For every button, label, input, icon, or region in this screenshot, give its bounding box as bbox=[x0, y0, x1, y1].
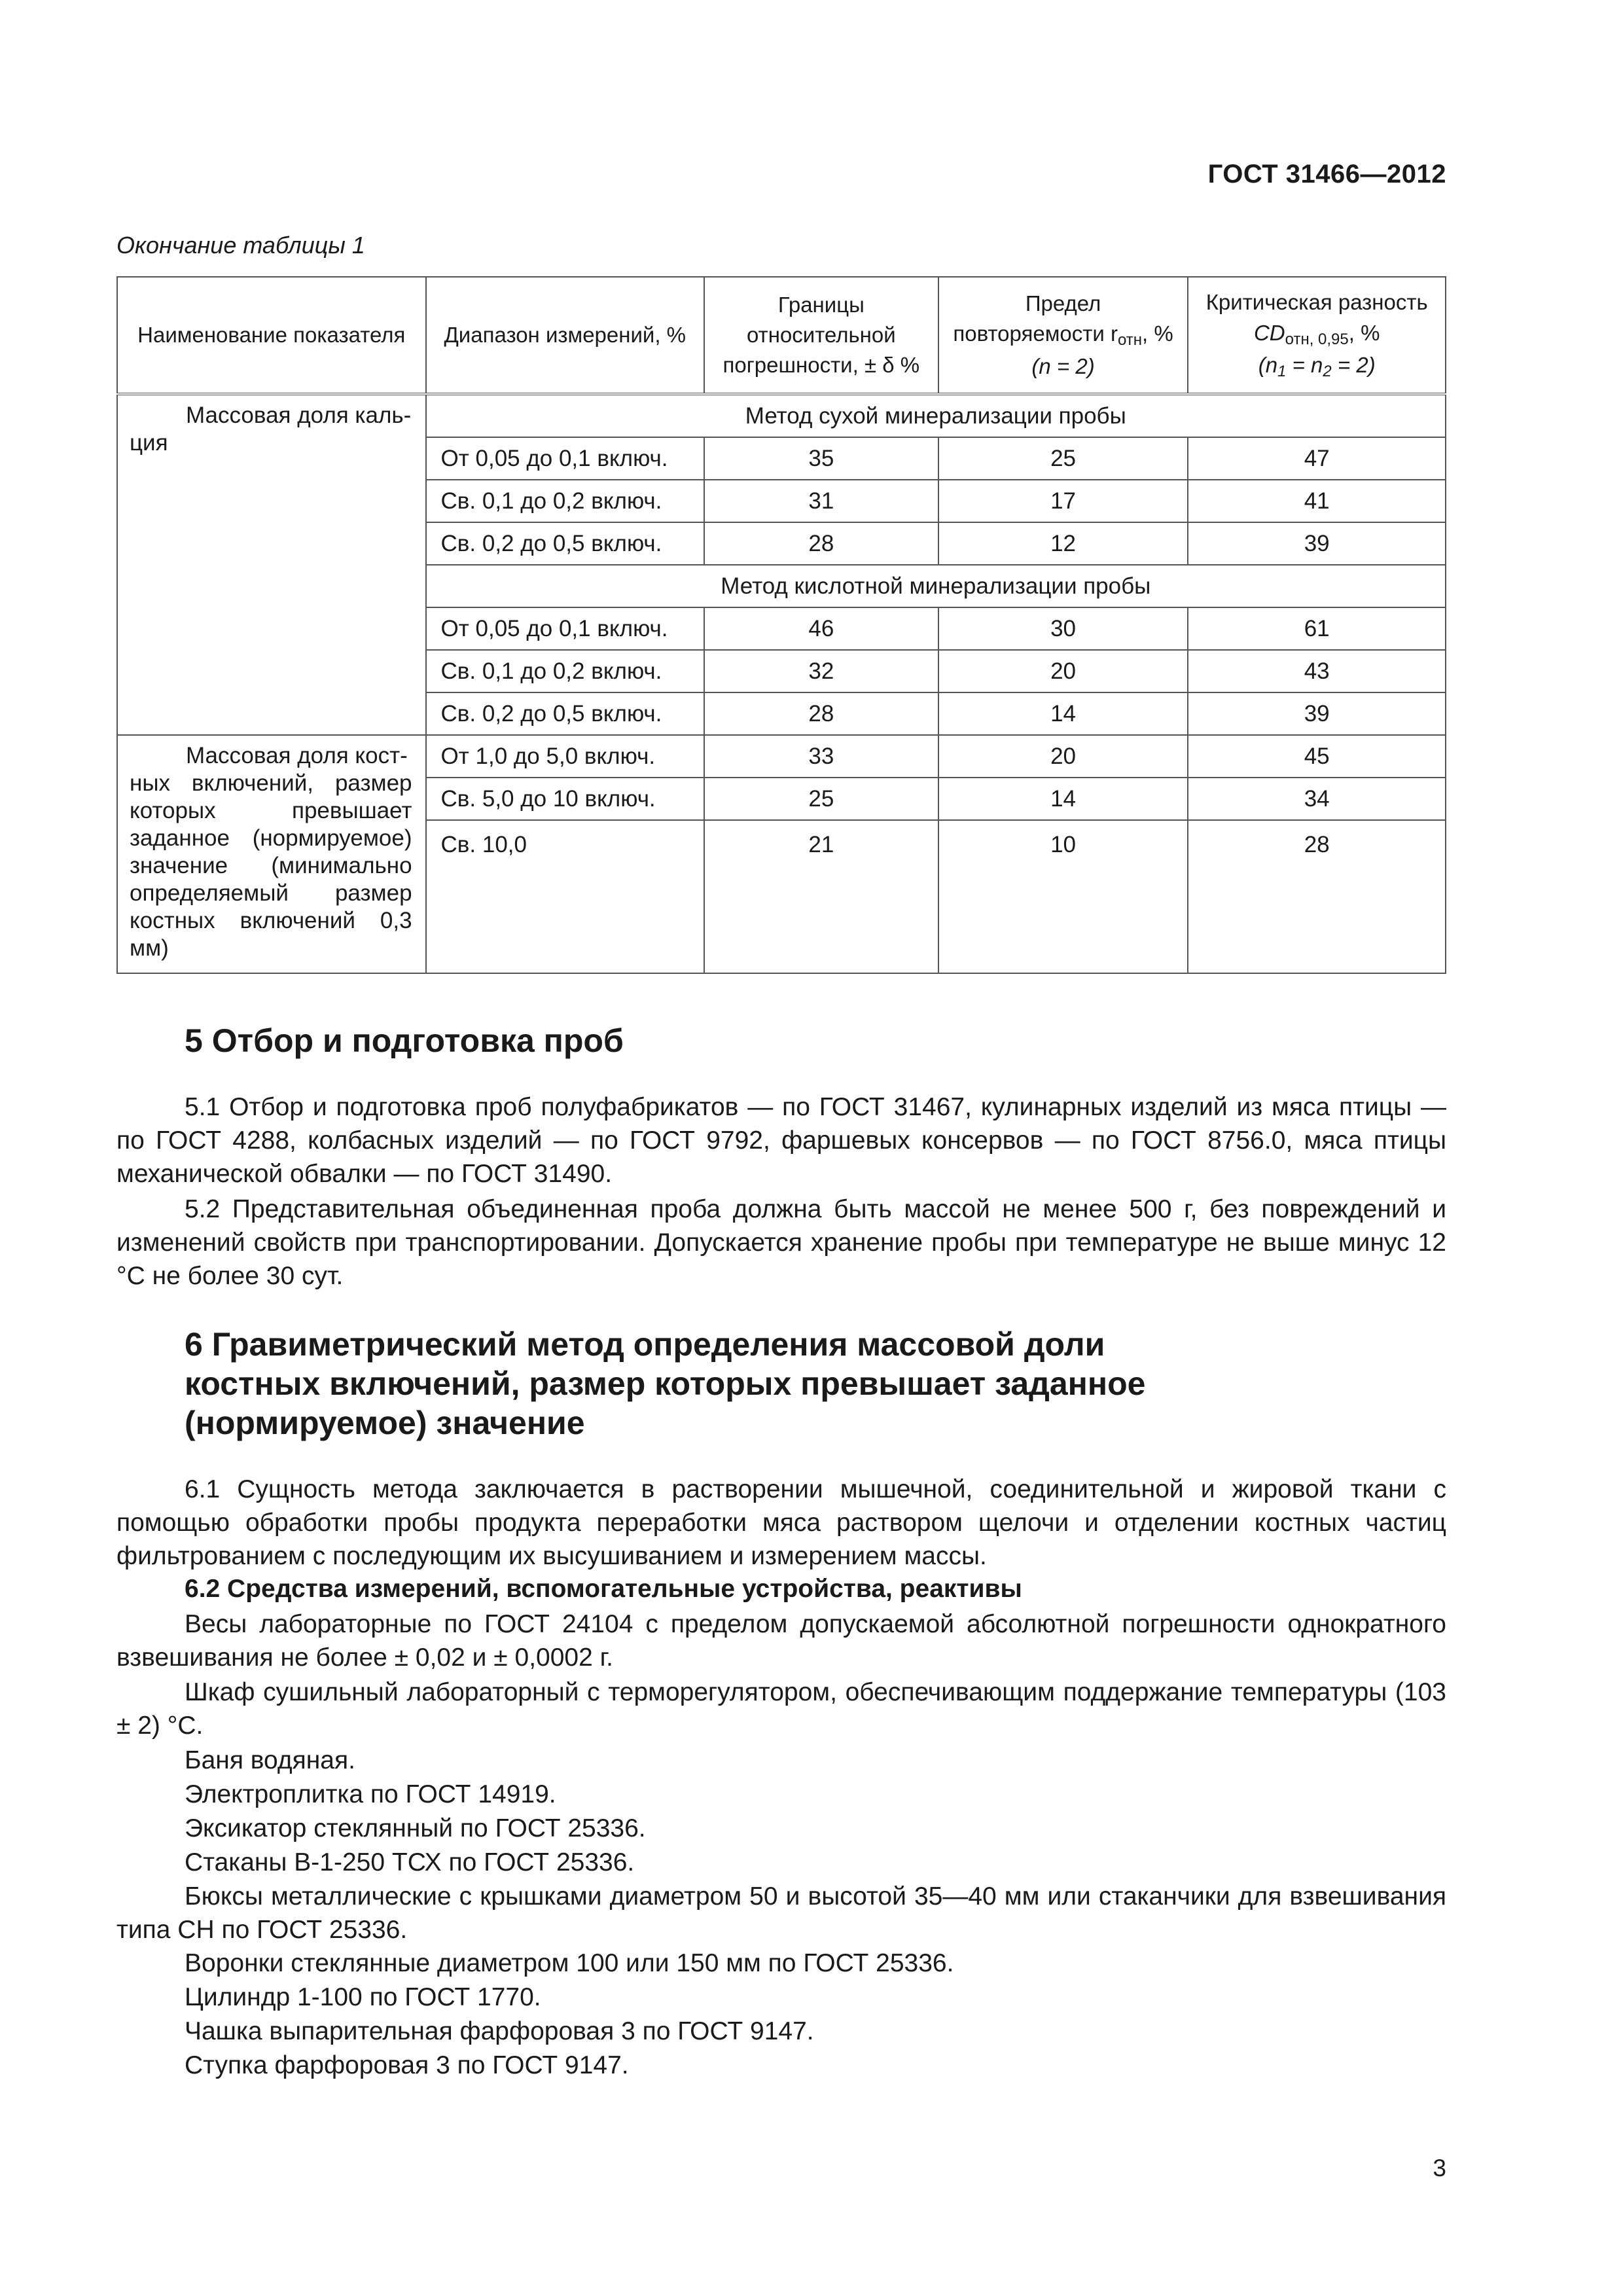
section-6-title bbox=[185, 1325, 1415, 1443]
section-5-title: 5 Отбор и подготовка проб bbox=[185, 1022, 624, 1059]
equipment-item: Бюксы металлические с крышками диаметром 50 и высотой 35—40 мм или стаканчики для взвешивания типа СН по ГОСТ 25336. bbox=[116, 1882, 1446, 1944]
subsection-6-2-title: 6.2 Средства измерений, вспомогательные устройства, реактивы bbox=[185, 1575, 1022, 1603]
cell-repeat: 14 bbox=[938, 692, 1188, 735]
equipment-item: Ступка фарфоровая 3 по ГОСТ 9147. bbox=[185, 2051, 629, 2079]
cell-range: Св. 10,0 bbox=[426, 820, 704, 973]
cell-repeat: 20 bbox=[938, 735, 1188, 778]
equipment-item: Стаканы В-1-250 ТСХ по ГОСТ 25336. bbox=[185, 1848, 635, 1876]
cell-range: Св. 0,1 до 0,2 включ. bbox=[426, 650, 704, 692]
cell-range: Св. 0,2 до 0,5 включ. bbox=[426, 522, 704, 565]
table-header-row bbox=[117, 277, 1446, 394]
table-row bbox=[117, 394, 1446, 437]
cell-error: 32 bbox=[704, 650, 938, 692]
cell-error: 28 bbox=[704, 692, 938, 735]
cell-error: 21 bbox=[704, 820, 938, 973]
equipment-item: Чашка выпарительная фарфоровая 3 по ГОСТ 9147. bbox=[185, 2017, 814, 2045]
document-code-header: ГОСТ 31466—2012 bbox=[1207, 160, 1446, 188]
cell-repeat: 14 bbox=[938, 778, 1188, 820]
header-critical-difference: Критическая разность $CD_{отн, 0,95}$, % $(n_1 = n_2 = 2)$ bbox=[1188, 277, 1446, 394]
paragraph-5-1: 5.1 Отбор и подготовка проб полуфабрикатов — по ГОСТ 31467, кулинарных изделий из мяса птицы — по ГОСТ 4288, колбасных изделий — по ГОСТ 9792, фаршевых консервов — по ГОСТ 8756.0, мяса птицы механической обвалки — по ГОСТ 31490. bbox=[116, 1093, 1446, 1188]
equipment-item: Шкаф сушильный лабораторный с терморегулятором, обеспечивающим поддержание температуры (103 ± 2) °С. bbox=[116, 1678, 1446, 1740]
parameters-table bbox=[116, 276, 1446, 974]
cell-repeat: 20 bbox=[938, 650, 1188, 692]
paragraph-5-2: 5.2 Представительная объединенная проба должна быть массой не менее 500 г, без повреждений и изменений свойств при транспортировании. Допускается хранение пробы при температуре не выше минус 12 °С не более 30 сут. bbox=[116, 1195, 1446, 1290]
cell-error: 31 bbox=[704, 480, 938, 522]
cell-crit: 39 bbox=[1188, 692, 1446, 735]
cell-range: От 1,0 до 5,0 включ. bbox=[426, 735, 704, 778]
method-acid-row: Метод кислотной минерализации пробы bbox=[426, 565, 1446, 607]
section-6-title-line: 6 Гравиметрический метод определения массовой доли bbox=[185, 1326, 1105, 1363]
section-6-title-line: (нормируемое) значение bbox=[185, 1405, 585, 1441]
header-error: Границы относительной погрешности, ± δ % bbox=[704, 277, 938, 394]
cell-range: От 0,05 до 0,1 включ. bbox=[426, 607, 704, 650]
equipment-item: Баня водяная. bbox=[185, 1746, 355, 1774]
cell-error: 35 bbox=[704, 437, 938, 480]
indicator-calcium: Массовая доля каль- ция bbox=[117, 394, 426, 735]
cell-crit: 41 bbox=[1188, 480, 1446, 522]
cell-crit: 39 bbox=[1188, 522, 1446, 565]
page-number: 3 bbox=[1433, 2155, 1446, 2181]
cell-crit: 34 bbox=[1188, 778, 1446, 820]
header-indicator: Наименование показателя bbox=[117, 277, 426, 394]
cell-error: 28 bbox=[704, 522, 938, 565]
cell-range: От 0,05 до 0,1 включ. bbox=[426, 437, 704, 480]
cell-crit: 43 bbox=[1188, 650, 1446, 692]
paragraph-6-1: 6.1 Сущность метода заключается в растворении мышечной, соединительной и жировой ткани с помощью обработки пробы продукта переработки мяса раствором щелочи и отделении костных частиц фильтрованием с последующим их высушиванием и измерением массы. bbox=[116, 1475, 1446, 1570]
cell-crit: 47 bbox=[1188, 437, 1446, 480]
equipment-item: Воронки стеклянные диаметром 100 или 150 мм по ГОСТ 25336. bbox=[185, 1949, 954, 1977]
header-range: Диапазон измерений, % bbox=[426, 277, 704, 394]
cell-crit: 61 bbox=[1188, 607, 1446, 650]
equipment-item: Цилиндр 1-100 по ГОСТ 1770. bbox=[185, 1983, 541, 2011]
cell-range: Св. 0,1 до 0,2 включ. bbox=[426, 480, 704, 522]
header-repeatability: Предел повторяемости $r_{отн}$, % (n = 2) bbox=[938, 277, 1188, 394]
table-row bbox=[117, 735, 1446, 778]
cell-repeat: 12 bbox=[938, 522, 1188, 565]
table-caption: Окончание таблицы 1 bbox=[116, 232, 365, 259]
equipment-item: Электроплитка по ГОСТ 14919. bbox=[185, 1780, 556, 1808]
cell-error: 33 bbox=[704, 735, 938, 778]
cell-error: 25 bbox=[704, 778, 938, 820]
equipment-item: Эксикатор стеклянный по ГОСТ 25336. bbox=[185, 1814, 646, 1842]
cell-repeat: 17 bbox=[938, 480, 1188, 522]
cell-repeat: 25 bbox=[938, 437, 1188, 480]
cell-crit: 45 bbox=[1188, 735, 1446, 778]
cell-range: Св. 0,2 до 0,5 включ. bbox=[426, 692, 704, 735]
cell-error: 46 bbox=[704, 607, 938, 650]
cell-repeat: 30 bbox=[938, 607, 1188, 650]
method-dry-row: Метод сухой минерализации пробы bbox=[426, 394, 1446, 437]
section-6-title-line: костных включений, размер которых превышает заданное bbox=[185, 1365, 1146, 1402]
equipment-item: Весы лабораторные по ГОСТ 24104 с пределом допускаемой абсолютной погрешности однократного взвешивания не более ± 0,02 и ± 0,0002 г. bbox=[116, 1610, 1446, 1672]
cell-repeat: 10 bbox=[938, 820, 1188, 973]
indicator-bone-inclusions: Массовая доля кост- ных включений, размер которых превышает заданное (нормируемое) значение (минимально определяемый размер костных включений 0,3 мм) bbox=[117, 735, 426, 973]
cell-range: Св. 5,0 до 10 включ. bbox=[426, 778, 704, 820]
cell-crit: 28 bbox=[1188, 820, 1446, 973]
